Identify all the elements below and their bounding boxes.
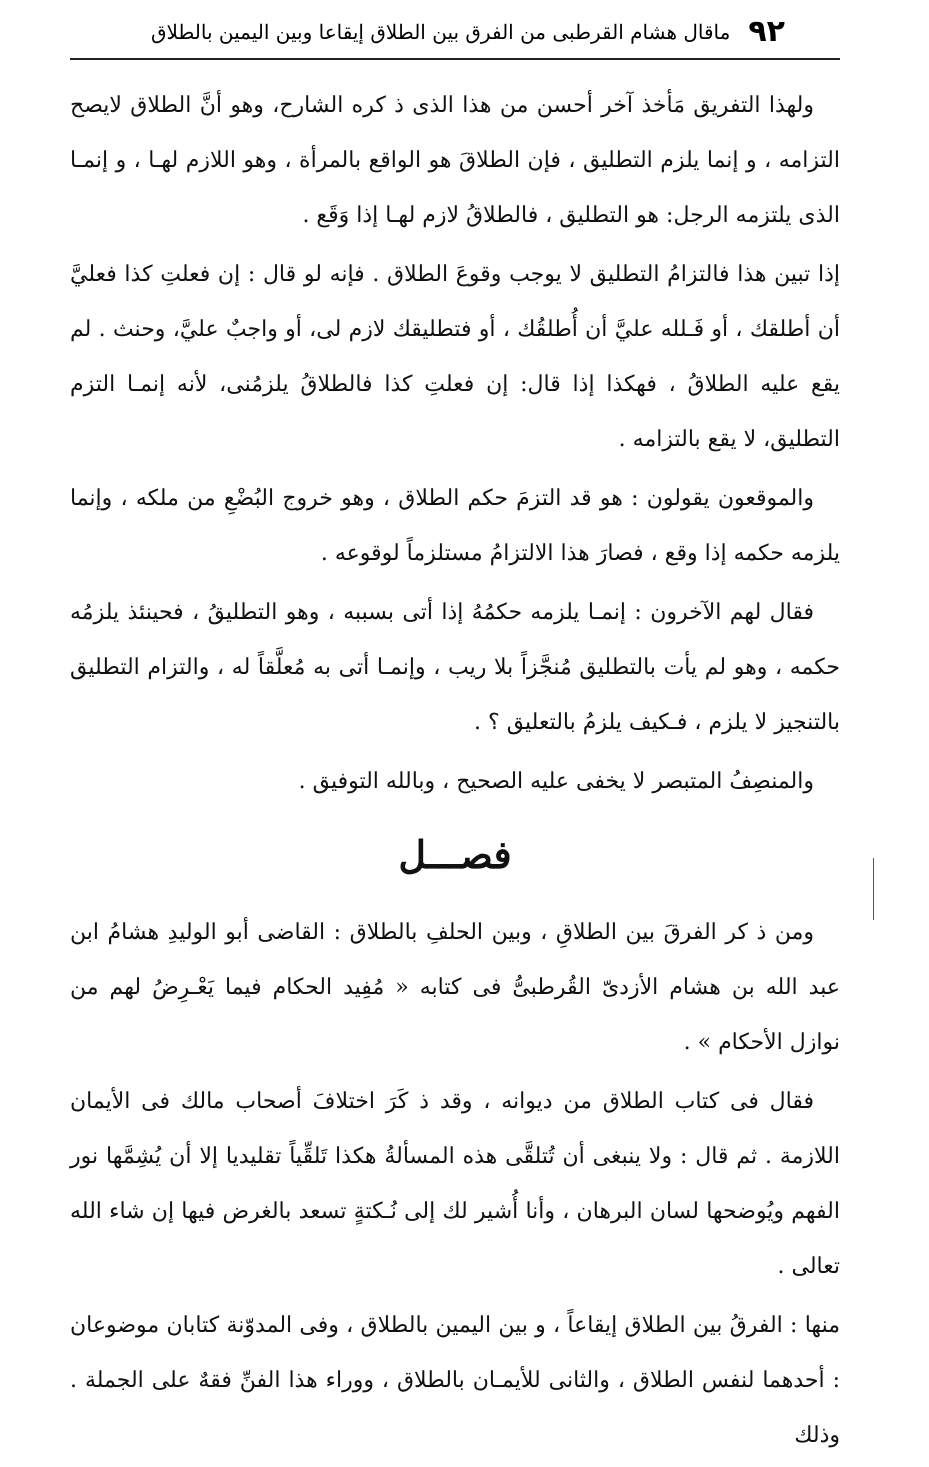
paragraph: ومن ذ كر الفرقَ بين الطلاقِ ، وبين الحلفِ بالطلاق : القاضى أبو الوليدِ هشامُ ابن عبد الله بن هشام الأزدىّ القُرطبىُّ فى كتابه « مُفِيد الحكام فيما يَعْـرِضُ لهم من نوازل الأحكام » .	[70, 920, 840, 1055]
margin-mark	[873, 858, 874, 920]
paragraph: ولهذا التفريق مَأخذ آخر أحسن من هذا الذى ذ كره الشارح، وهو أنَّ الطلاق لايصح التزامه ، و إنما يلزم التطليق ، فإن الطلاقَ هو الواقع بالمرأة ، وهو اللازم لهـا ، و إنمـا الذى يلتزمه الرجل: هو التطليق ، فالطلاقُ لازم لهـا إذا وَقَع .	[70, 93, 840, 228]
page-number: ٩٢	[748, 14, 785, 49]
text-block-1	[70, 78, 840, 813]
paragraph: فقال فى كتاب الطلاق من ديوانه ، وقد ذ كَرَ اختلافَ أصحاب مالك فى الأيمان اللازمة . ثم قال : ولا ينبغى أن تُتلقَّى هذه المسألةُ هكذا تَلقِّياً تقليديا إلا أن يُشِمَّها نور الفهم ويُوضحها لسان البرهان ، وأنا أُشير لك إلى نُـكتةٍ تسعد بالغرض فيها إن شاء الله تعالى .	[70, 1089, 840, 1279]
header-rule	[70, 58, 840, 60]
paragraph: والمنصِفُ المتبصر لا يخفى عليه الصحيح ، وبالله التوفيق .	[298, 769, 814, 794]
paragraph: منها : الفرقُ بين الطلاق إيقاعاً ، و بين اليمين بالطلاق ، وفى المدوّنة كتابان موضوعان : أحدهما لنفس الطلاق ، والثانى للأيمـان بالطلاق ، ووراء هذا الفنِّ فقهٌ على الجملة . وذلك	[70, 1313, 840, 1448]
paragraph: والموقعون يقولون : هو قد التزمَ حكم الطلاق ، وهو خروج البُضْعِ من ملكه ، وإنما يلزمه حكمه إذا وقع ، فصارَ هذا الالتزامُ مستلزماً لوقوعه .	[70, 486, 840, 566]
text-block-2	[70, 905, 840, 1467]
page-header	[150, 12, 785, 52]
paragraph: إذا تبين هذا فالتزامُ التطليق لا يوجب وقوعَ الطلاق . فإنه لو قال : إن فعلتِ كذا فعليَّ أن أطلقك ، أو فَـلله عليَّ أن أُطلقُك ، أو فتطليقك لازم لى، أو واجبٌ عليَّ، وحنث . لم يقع عليه الطلاقُ ، فهكذا إذا قال: إن فعلتِ كذا فالطلاقُ يلزمُنى، لأنه إنمـا التزم التطليق، لا يقع بالتزامه .	[70, 262, 840, 452]
paragraph: فقال لهم الآخرون : إنمـا يلزمه حكمُهُ إذا أتى بسببه ، وهو التطليقُ ، فحينئذ يلزمُه حكمه ، وهو لم يأت بالتطليق مُنجَّزاً بلا ريب ، وإنمـا أتى به مُعلَّقاً له ، والتزام التطليق بالتنجيز لا يلزم ، فـكيف يلزمُ بالتعليق ؟ .	[70, 600, 840, 735]
running-title: ماقال هشام القرطبى من الفرق بين الطلاق إيقاعا وبين اليمين بالطلاق	[150, 20, 731, 44]
section-title: فصـــل	[398, 832, 512, 877]
